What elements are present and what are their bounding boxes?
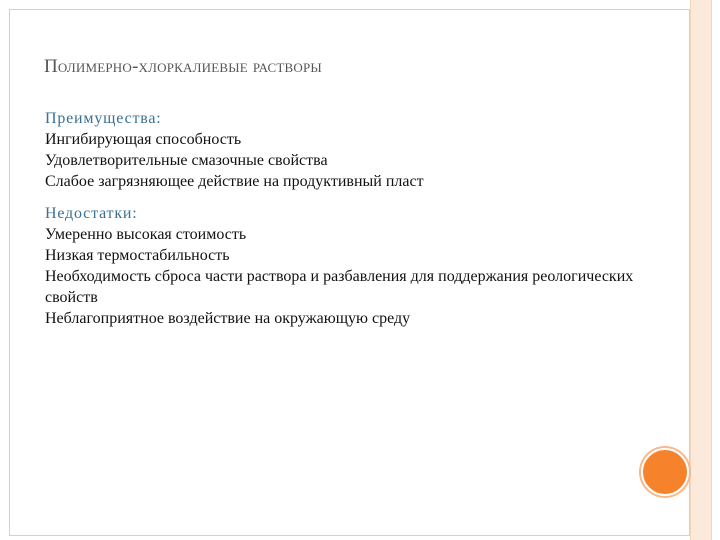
disadvantage-item: Умеренно высокая стоимость xyxy=(45,226,247,243)
slide-title: Полимерно-хлоркалиевые растворы xyxy=(44,56,322,77)
decorative-stripe xyxy=(690,0,712,540)
advantage-item: Ингибирующая способность xyxy=(45,131,242,148)
advantage-item: Слабое загрязняющее действие на продуктивный пласт xyxy=(45,173,424,190)
disadvantages-heading: Недостатки: xyxy=(45,205,138,222)
advantage-item: Удовлетворительные смазочные свойства xyxy=(45,152,328,169)
disadvantage-item: Низкая термостабильность xyxy=(45,247,230,264)
slide-content xyxy=(45,108,675,329)
decorative-circle-icon xyxy=(641,448,689,496)
section-gap xyxy=(45,192,675,203)
disadvantage-item: Неблагоприятное воздействие на окружающую среду xyxy=(45,310,411,327)
disadvantage-item: Необходимость сброса части раствора и разбавления для поддержания реологических свойств xyxy=(45,268,634,306)
advantages-heading: Преимущества: xyxy=(45,110,162,127)
